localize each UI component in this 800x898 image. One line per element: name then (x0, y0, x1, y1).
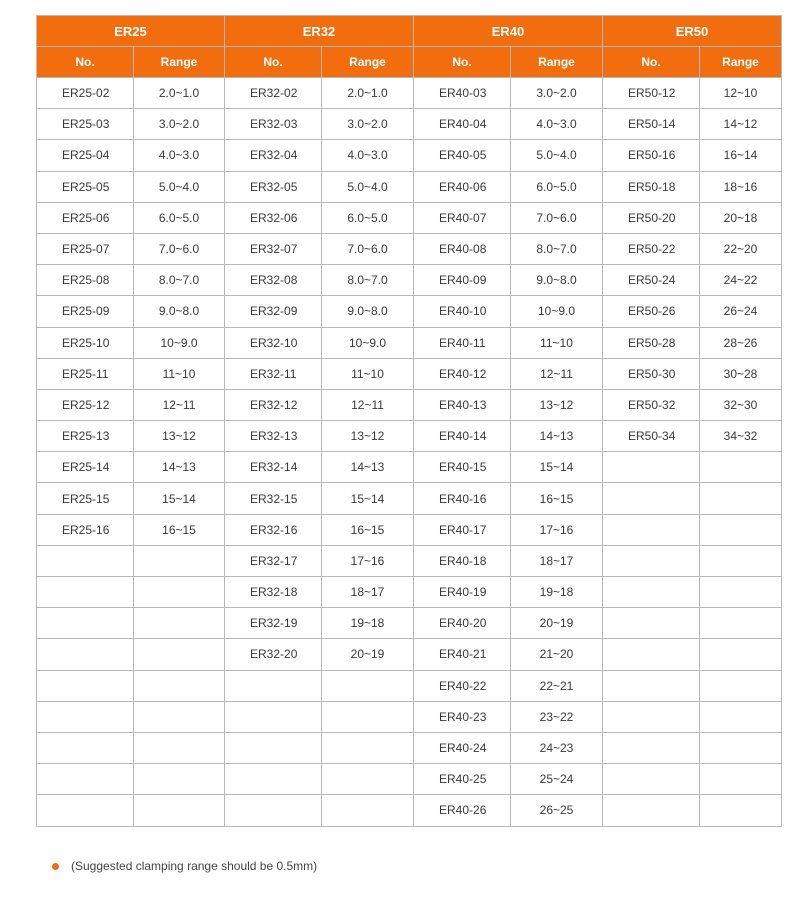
cell-no: ER50-14 (603, 109, 700, 140)
cell-no: ER40-09 (414, 265, 511, 296)
cell-range: 5.0~4.0 (322, 171, 414, 202)
cell-no (603, 639, 700, 670)
cell-no (603, 483, 700, 514)
cell-no: ER40-04 (414, 109, 511, 140)
cell-no: ER32-13 (225, 421, 322, 452)
cell-no (37, 701, 134, 732)
cell-range: 22~21 (511, 670, 603, 701)
cell-no: ER50-28 (603, 327, 700, 358)
cell-no (37, 795, 134, 826)
cell-range (322, 701, 414, 732)
cell-no: ER32-19 (225, 608, 322, 639)
cell-no (603, 701, 700, 732)
cell-no: ER25-10 (37, 327, 134, 358)
column-header-range: Range (322, 47, 414, 78)
cell-no: ER32-20 (225, 639, 322, 670)
cell-no: ER25-15 (37, 483, 134, 514)
cell-no: ER32-11 (225, 358, 322, 389)
table-row (37, 202, 782, 233)
cell-range (134, 795, 225, 826)
cell-range: 12~11 (134, 389, 225, 420)
cell-no: ER25-08 (37, 265, 134, 296)
cell-range: 23~22 (511, 701, 603, 732)
cell-no (603, 545, 700, 576)
cell-range (134, 732, 225, 763)
cell-no: ER25-07 (37, 233, 134, 264)
cell-range: 11~10 (322, 358, 414, 389)
cell-no: ER32-10 (225, 327, 322, 358)
table-row (37, 327, 782, 358)
cell-no: ER40-19 (414, 577, 511, 608)
cell-range: 5.0~4.0 (511, 140, 603, 171)
cell-range: 26~24 (700, 296, 782, 327)
group-header-er50: ER50 (603, 16, 782, 47)
cell-no: ER40-15 (414, 452, 511, 483)
cell-range (700, 795, 782, 826)
cell-no: ER32-16 (225, 514, 322, 545)
cell-range: 21~20 (511, 639, 603, 670)
cell-no: ER25-06 (37, 202, 134, 233)
cell-no: ER25-11 (37, 358, 134, 389)
bullet-dot-icon (52, 863, 59, 870)
cell-range (700, 639, 782, 670)
cell-no: ER40-18 (414, 545, 511, 576)
cell-no: ER25-13 (37, 421, 134, 452)
cell-no: ER25-05 (37, 171, 134, 202)
cell-range (134, 577, 225, 608)
er-collet-spec-table (36, 15, 782, 827)
cell-no: ER32-06 (225, 202, 322, 233)
cell-no: ER40-14 (414, 421, 511, 452)
cell-no: ER25-09 (37, 296, 134, 327)
cell-no: ER50-26 (603, 296, 700, 327)
cell-no: ER32-02 (225, 78, 322, 109)
cell-no: ER50-22 (603, 233, 700, 264)
cell-no: ER40-16 (414, 483, 511, 514)
cell-range: 12~11 (322, 389, 414, 420)
cell-range: 9.0~8.0 (134, 296, 225, 327)
table-row (37, 265, 782, 296)
cell-no: ER40-08 (414, 233, 511, 264)
cell-no (603, 514, 700, 545)
table-row (37, 296, 782, 327)
column-header-row (37, 47, 782, 78)
cell-no: ER32-18 (225, 577, 322, 608)
cell-no: ER40-03 (414, 78, 511, 109)
cell-no: ER25-04 (37, 140, 134, 171)
cell-no (603, 452, 700, 483)
cell-range: 15~14 (511, 452, 603, 483)
cell-no: ER40-25 (414, 764, 511, 795)
cell-no (603, 795, 700, 826)
cell-range (134, 545, 225, 576)
cell-no (603, 577, 700, 608)
cell-range: 18~17 (511, 545, 603, 576)
cell-no: ER40-10 (414, 296, 511, 327)
cell-no (225, 701, 322, 732)
cell-no (37, 764, 134, 795)
cell-range: 16~15 (134, 514, 225, 545)
cell-range: 20~18 (700, 202, 782, 233)
cell-no (603, 608, 700, 639)
cell-range: 17~16 (511, 514, 603, 545)
cell-range: 9.0~8.0 (322, 296, 414, 327)
table-row (37, 732, 782, 763)
cell-range (700, 732, 782, 763)
cell-no: ER25-16 (37, 514, 134, 545)
cell-no (37, 577, 134, 608)
cell-range: 14~13 (134, 452, 225, 483)
cell-no (37, 545, 134, 576)
cell-range: 24~22 (700, 265, 782, 296)
table-body (37, 78, 782, 827)
cell-range (322, 732, 414, 763)
cell-range: 6.0~5.0 (134, 202, 225, 233)
cell-no: ER50-12 (603, 78, 700, 109)
cell-no (603, 670, 700, 701)
cell-range (134, 701, 225, 732)
cell-no: ER32-09 (225, 296, 322, 327)
table-row (37, 608, 782, 639)
cell-range: 16~15 (511, 483, 603, 514)
cell-no: ER50-20 (603, 202, 700, 233)
table-row (37, 358, 782, 389)
table-row (37, 389, 782, 420)
cell-range: 24~23 (511, 732, 603, 763)
column-header-range: Range (700, 47, 782, 78)
table-row (37, 78, 782, 109)
cell-no: ER25-14 (37, 452, 134, 483)
cell-range: 11~10 (511, 327, 603, 358)
footnote-text: (Suggested clamping range should be 0.5mm) (71, 859, 318, 873)
cell-no: ER32-03 (225, 109, 322, 140)
group-header-er40: ER40 (414, 16, 603, 47)
cell-range: 4.0~3.0 (511, 109, 603, 140)
cell-range: 15~14 (322, 483, 414, 514)
cell-range: 18~16 (700, 171, 782, 202)
table-row (37, 109, 782, 140)
cell-range: 3.0~2.0 (511, 78, 603, 109)
cell-no (603, 732, 700, 763)
table-row (37, 670, 782, 701)
cell-range: 9.0~8.0 (511, 265, 603, 296)
cell-no: ER50-32 (603, 389, 700, 420)
cell-range (700, 545, 782, 576)
column-header-range: Range (511, 47, 603, 78)
cell-no (37, 732, 134, 763)
cell-range: 13~12 (134, 421, 225, 452)
cell-range: 19~18 (511, 577, 603, 608)
cell-range: 8.0~7.0 (511, 233, 603, 264)
cell-range: 3.0~2.0 (134, 109, 225, 140)
cell-range: 12~10 (700, 78, 782, 109)
cell-no (225, 764, 322, 795)
table-row (37, 701, 782, 732)
cell-range: 32~30 (700, 389, 782, 420)
cell-range: 8.0~7.0 (134, 265, 225, 296)
column-header-no: No. (603, 47, 700, 78)
cell-range (700, 608, 782, 639)
cell-no: ER25-02 (37, 78, 134, 109)
group-header-row (37, 16, 782, 47)
cell-range: 5.0~4.0 (134, 171, 225, 202)
cell-range: 14~13 (322, 452, 414, 483)
cell-range: 13~12 (511, 389, 603, 420)
cell-no: ER50-16 (603, 140, 700, 171)
cell-no: ER32-05 (225, 171, 322, 202)
cell-no (225, 795, 322, 826)
cell-range: 18~17 (322, 577, 414, 608)
cell-no: ER40-23 (414, 701, 511, 732)
table-row (37, 452, 782, 483)
cell-no: ER40-17 (414, 514, 511, 545)
cell-range (322, 795, 414, 826)
table-row (37, 140, 782, 171)
group-header-er32: ER32 (225, 16, 414, 47)
cell-no: ER32-04 (225, 140, 322, 171)
cell-range: 16~14 (700, 140, 782, 171)
cell-range (700, 452, 782, 483)
cell-range: 7.0~6.0 (511, 202, 603, 233)
cell-no: ER32-17 (225, 545, 322, 576)
cell-range: 22~20 (700, 233, 782, 264)
cell-range: 8.0~7.0 (322, 265, 414, 296)
cell-no (37, 670, 134, 701)
cell-range (134, 764, 225, 795)
cell-no: ER25-03 (37, 109, 134, 140)
cell-no: ER40-06 (414, 171, 511, 202)
cell-range: 2.0~1.0 (134, 78, 225, 109)
cell-no: ER40-20 (414, 608, 511, 639)
cell-range: 7.0~6.0 (322, 233, 414, 264)
cell-range: 2.0~1.0 (322, 78, 414, 109)
cell-range (134, 670, 225, 701)
cell-range: 19~18 (322, 608, 414, 639)
table-row (37, 514, 782, 545)
cell-no: ER32-14 (225, 452, 322, 483)
cell-no (37, 639, 134, 670)
cell-range: 7.0~6.0 (134, 233, 225, 264)
cell-range: 10~9.0 (134, 327, 225, 358)
cell-range: 6.0~5.0 (511, 171, 603, 202)
cell-no: ER40-12 (414, 358, 511, 389)
cell-no: ER40-22 (414, 670, 511, 701)
column-header-no: No. (225, 47, 322, 78)
footnote (52, 859, 317, 873)
table-row (37, 483, 782, 514)
cell-no: ER50-30 (603, 358, 700, 389)
cell-no: ER40-07 (414, 202, 511, 233)
cell-no (603, 764, 700, 795)
cell-range (700, 764, 782, 795)
cell-range: 4.0~3.0 (134, 140, 225, 171)
cell-range: 12~11 (511, 358, 603, 389)
column-header-range: Range (134, 47, 225, 78)
cell-no: ER32-08 (225, 265, 322, 296)
cell-range: 34~32 (700, 421, 782, 452)
cell-no: ER32-12 (225, 389, 322, 420)
cell-range: 14~12 (700, 109, 782, 140)
table-row (37, 764, 782, 795)
cell-range: 20~19 (511, 608, 603, 639)
cell-no: ER50-18 (603, 171, 700, 202)
column-header-no: No. (414, 47, 511, 78)
cell-range: 13~12 (322, 421, 414, 452)
table-row (37, 639, 782, 670)
cell-range: 25~24 (511, 764, 603, 795)
group-header-er25: ER25 (37, 16, 225, 47)
cell-range (700, 670, 782, 701)
cell-range: 10~9.0 (511, 296, 603, 327)
cell-no: ER25-12 (37, 389, 134, 420)
cell-no: ER32-15 (225, 483, 322, 514)
cell-range: 14~13 (511, 421, 603, 452)
cell-no: ER50-34 (603, 421, 700, 452)
table-row (37, 545, 782, 576)
column-header-no: No. (37, 47, 134, 78)
cell-range (700, 577, 782, 608)
cell-range: 10~9.0 (322, 327, 414, 358)
cell-range (700, 701, 782, 732)
cell-range: 11~10 (134, 358, 225, 389)
cell-no: ER40-21 (414, 639, 511, 670)
cell-range (700, 514, 782, 545)
table-row (37, 795, 782, 826)
cell-no: ER40-13 (414, 389, 511, 420)
cell-range (134, 639, 225, 670)
cell-range: 6.0~5.0 (322, 202, 414, 233)
cell-range: 28~26 (700, 327, 782, 358)
cell-range (322, 670, 414, 701)
cell-range (700, 483, 782, 514)
cell-range: 26~25 (511, 795, 603, 826)
cell-range: 4.0~3.0 (322, 140, 414, 171)
cell-range: 20~19 (322, 639, 414, 670)
table-row (37, 171, 782, 202)
cell-range: 17~16 (322, 545, 414, 576)
cell-no: ER50-24 (603, 265, 700, 296)
cell-range (134, 608, 225, 639)
cell-range (322, 764, 414, 795)
cell-no (225, 732, 322, 763)
cell-range: 3.0~2.0 (322, 109, 414, 140)
table-row (37, 577, 782, 608)
cell-range: 15~14 (134, 483, 225, 514)
cell-no (37, 608, 134, 639)
cell-range: 30~28 (700, 358, 782, 389)
cell-no: ER32-07 (225, 233, 322, 264)
table-row (37, 421, 782, 452)
cell-range: 16~15 (322, 514, 414, 545)
cell-no: ER40-11 (414, 327, 511, 358)
cell-no: ER40-05 (414, 140, 511, 171)
cell-no: ER40-24 (414, 732, 511, 763)
cell-no: ER40-26 (414, 795, 511, 826)
table-row (37, 233, 782, 264)
cell-no (225, 670, 322, 701)
